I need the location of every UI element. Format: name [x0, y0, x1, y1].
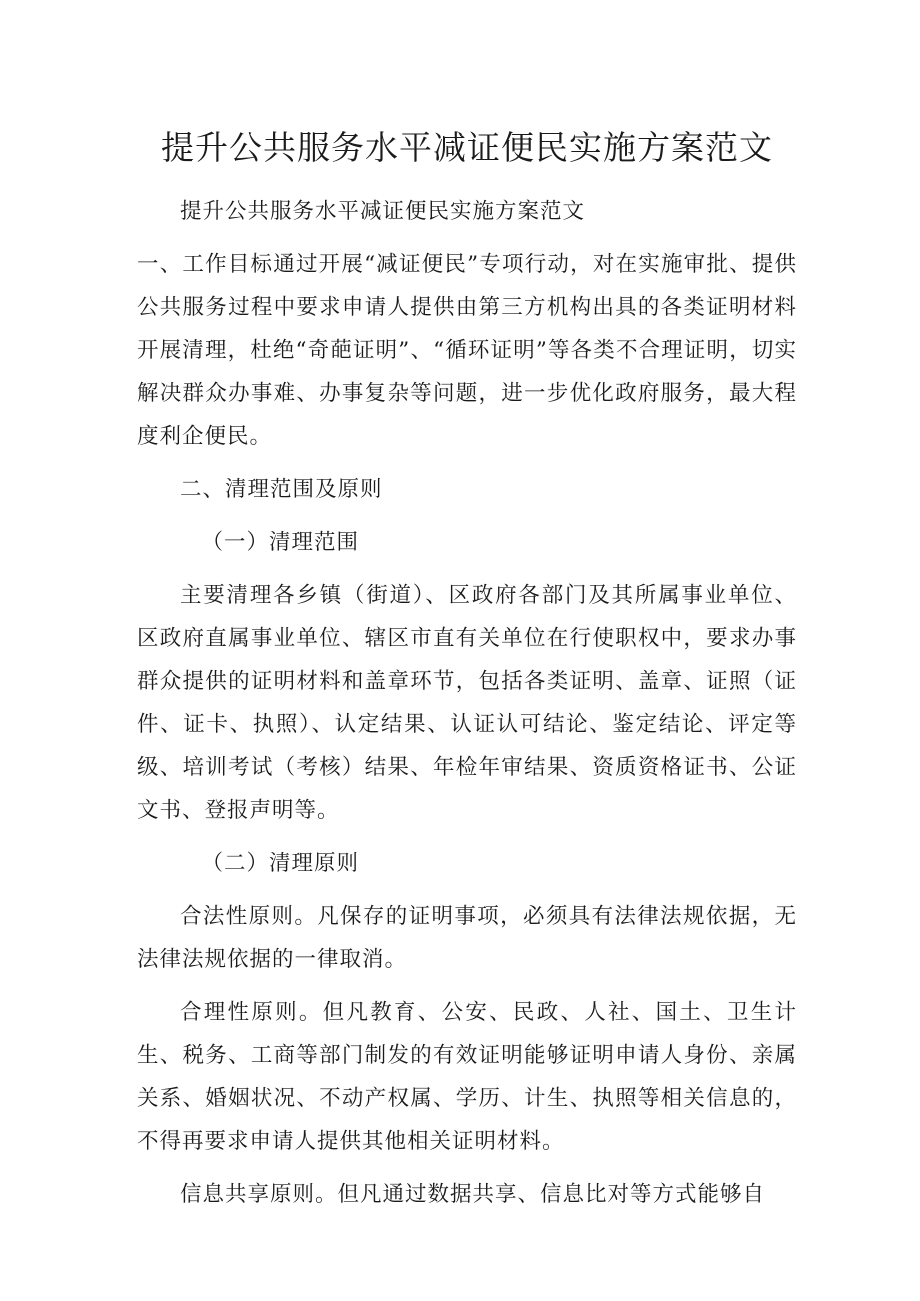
section-2-heading: 二、清理范围及原则	[180, 477, 383, 502]
info-sharing-principle-paragraph: 信息共享原则。但凡通过数据共享、信息比对等方式能够自	[180, 1182, 766, 1207]
subsection-1-heading: （一）清理范围	[201, 530, 360, 555]
section-1-work-goal: 一、工作目标通过开展“减证便民”专项行动，对在实施审批、提供公共服务过程中要求申请人提供由第三方机构出具的各类证明材料开展清理，杜绝“奇葩证明”、“循环证明”等各类不合理证明，切实解决群众办事难、办事复杂等问题，进一步优化政府服务，最大程度利企便民。	[137, 252, 797, 449]
subsection-2-heading: （二）清理原则	[201, 851, 360, 876]
subtitle-paragraph: 提升公共服务水平减证便民实施方案范文	[180, 199, 586, 224]
rationality-principle-paragraph: 合理性原则。但凡教育、公安、民政、人社、国土、卫生计生、税务、工商等部门制发的有效证明能够证明申请人身份、亲属关系、婚姻状况、不动产权属、学历、计生、执照等相关信息的，不得再要求申请人提供其他相关证明材料。	[137, 1000, 797, 1154]
document-title: 提升公共服务水平减证便民实施方案范文	[161, 128, 773, 167]
legality-principle-paragraph: 合法性原则。凡保存的证明事项，必须具有法律法规依据，无法律法规依据的一律取消。	[137, 904, 797, 972]
scope-paragraph: 主要清理各乡镇（街道）、区政府各部门及其所属事业单位、区政府直属事业单位、辖区市直有关单位在行使职权中，要求办事群众提供的证明材料和盖章环节，包括各类证明、盖章、证照（证件、证卡、执照）、认定结果、认证认可结论、鉴定结论、评定等级、培训考试（考核）结果、年检年审结果、资质资格证书、公证文书、登报声明等。	[137, 583, 797, 823]
document-body	[137, 118, 797, 1216]
